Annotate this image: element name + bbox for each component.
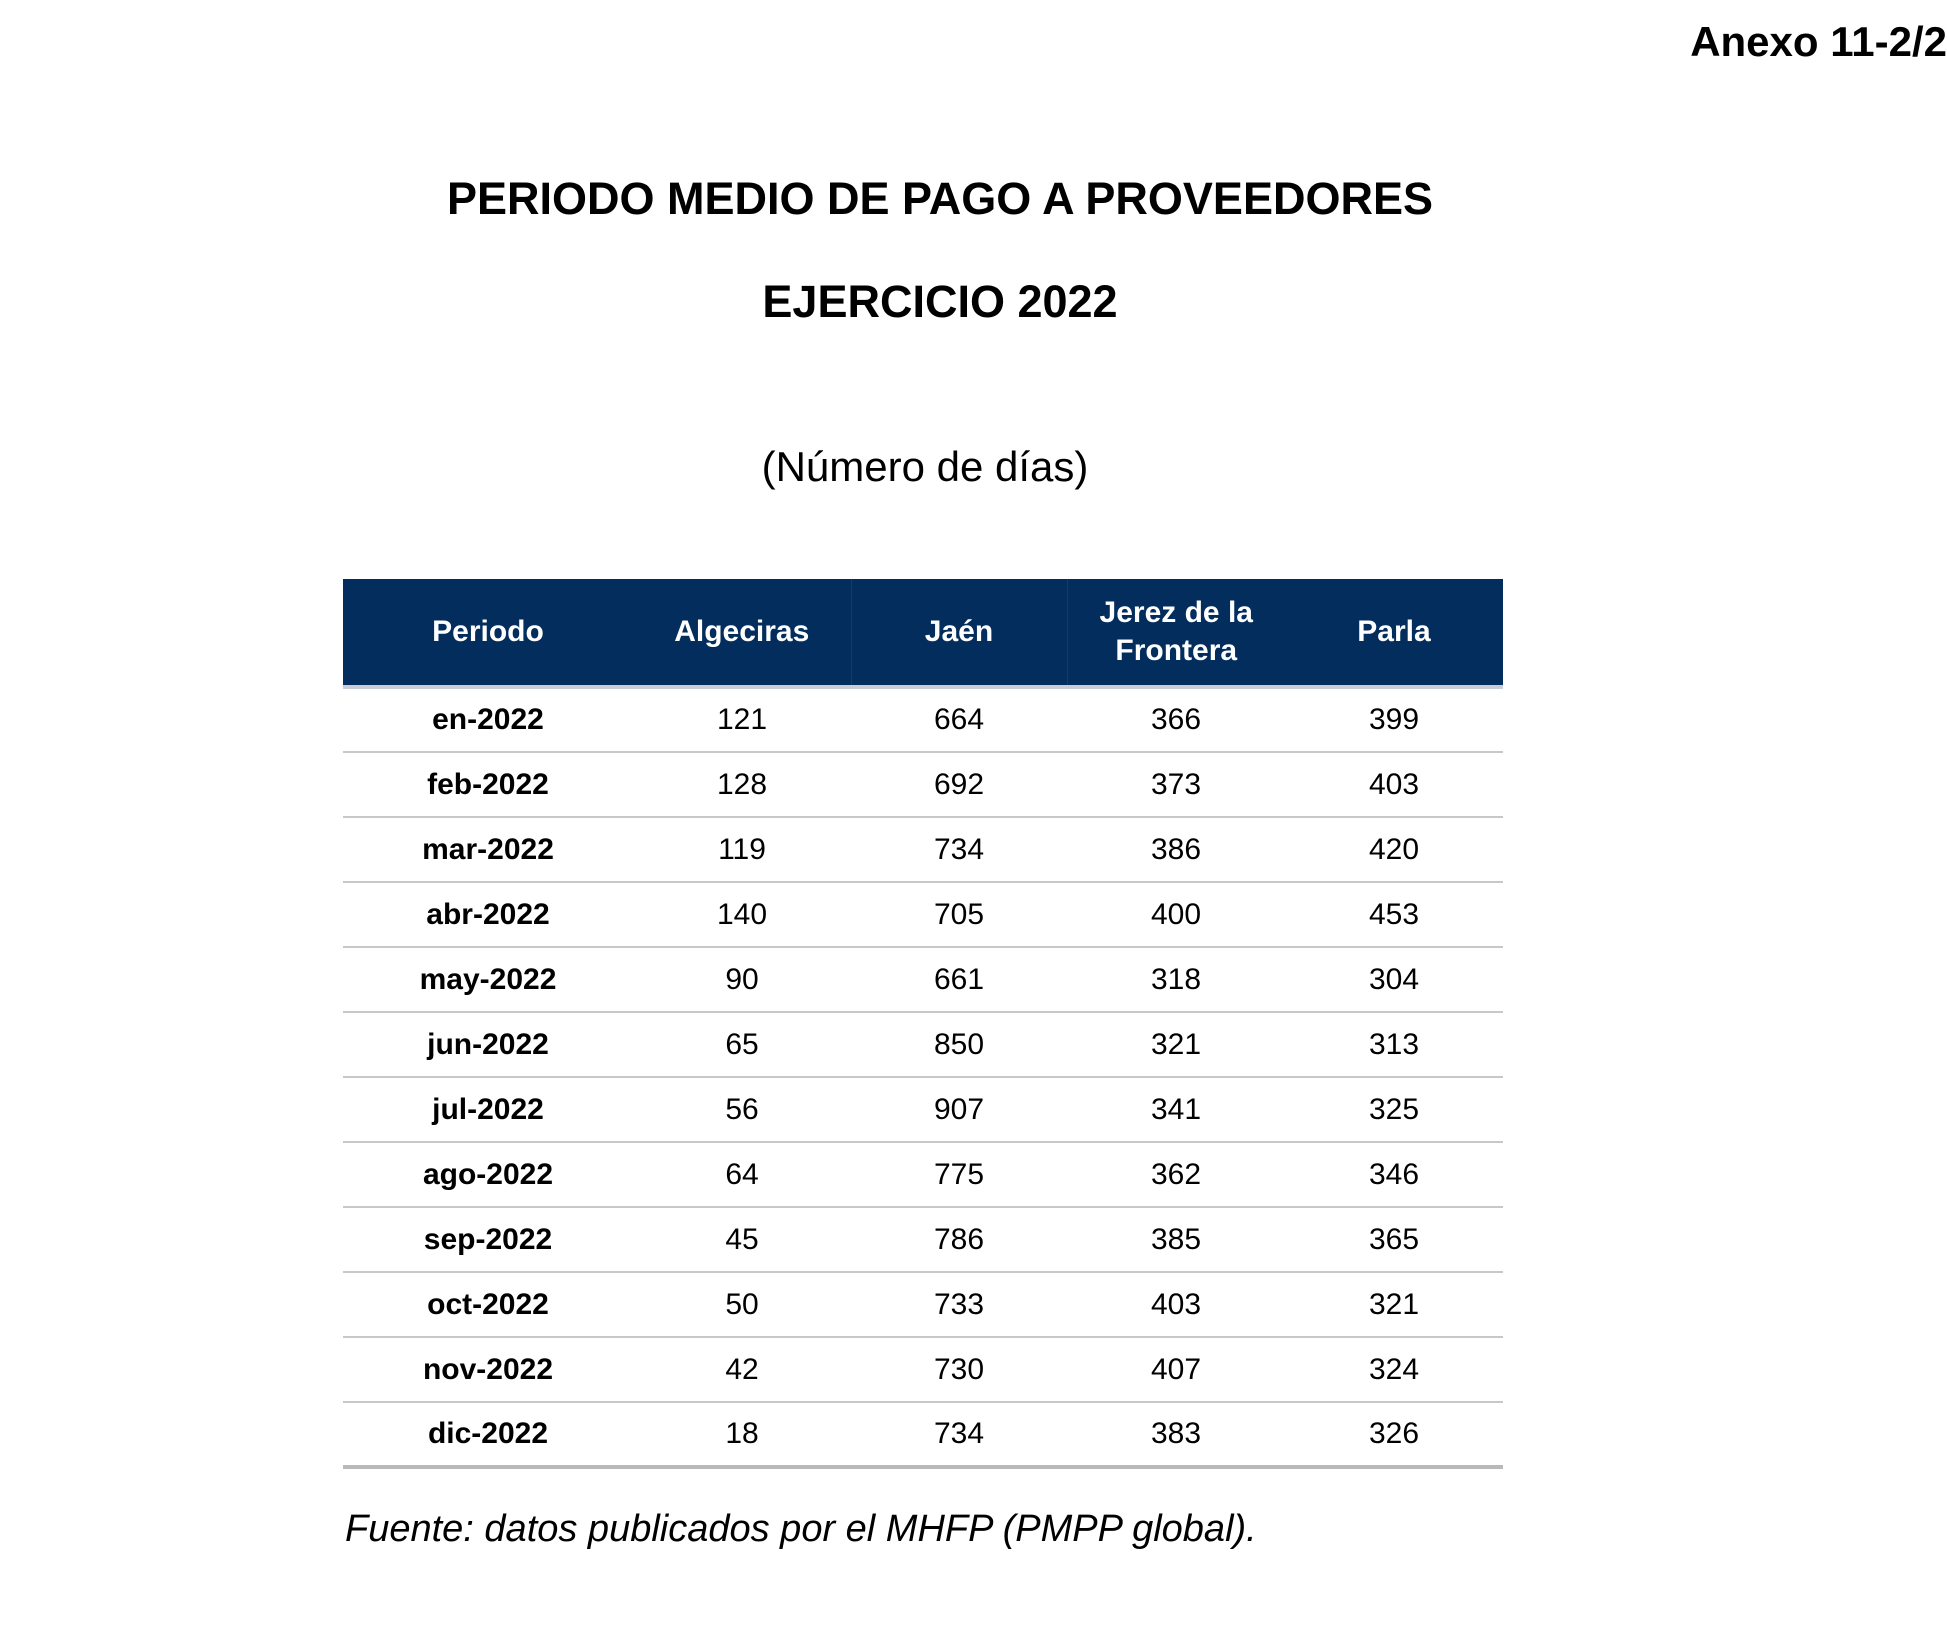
payment-period-table xyxy=(343,579,1503,1469)
cell-jerez: 341 xyxy=(1067,1077,1285,1142)
cell-jaen: 734 xyxy=(851,1402,1067,1467)
cell-algeciras: 65 xyxy=(633,1012,851,1077)
cell-period: jun-2022 xyxy=(343,1012,633,1077)
cell-jaen: 664 xyxy=(851,687,1067,752)
table-row xyxy=(343,817,1503,882)
cell-jaen: 733 xyxy=(851,1272,1067,1337)
cell-algeciras: 119 xyxy=(633,817,851,882)
cell-parla: 453 xyxy=(1285,882,1503,947)
cell-jerez: 362 xyxy=(1067,1142,1285,1207)
cell-period: ago-2022 xyxy=(343,1142,633,1207)
cell-parla: 321 xyxy=(1285,1272,1503,1337)
cell-parla: 403 xyxy=(1285,752,1503,817)
cell-period: sep-2022 xyxy=(343,1207,633,1272)
page-subtitle-year: EJERCICIO 2022 xyxy=(762,276,1118,327)
cell-period: en-2022 xyxy=(343,687,633,752)
cell-algeciras: 18 xyxy=(633,1402,851,1467)
cell-algeciras: 140 xyxy=(633,882,851,947)
page-title: PERIODO MEDIO DE PAGO A PROVEEDORES xyxy=(447,173,1433,224)
cell-period: may-2022 xyxy=(343,947,633,1012)
cell-jaen: 734 xyxy=(851,817,1067,882)
column-header-jerez: Jerez de la Frontera xyxy=(1067,579,1285,687)
cell-jerez: 383 xyxy=(1067,1402,1285,1467)
cell-jerez: 386 xyxy=(1067,817,1285,882)
cell-parla: 325 xyxy=(1285,1077,1503,1142)
cell-algeciras: 90 xyxy=(633,947,851,1012)
table-row xyxy=(343,1012,1503,1077)
table-row xyxy=(343,947,1503,1012)
table-row xyxy=(343,687,1503,752)
column-header-jaen: Jaén xyxy=(851,579,1067,687)
column-header-algeciras: Algeciras xyxy=(633,579,851,687)
cell-parla: 346 xyxy=(1285,1142,1503,1207)
cell-jaen: 775 xyxy=(851,1142,1067,1207)
cell-jaen: 786 xyxy=(851,1207,1067,1272)
cell-period: oct-2022 xyxy=(343,1272,633,1337)
cell-period: mar-2022 xyxy=(343,817,633,882)
cell-jaen: 705 xyxy=(851,882,1067,947)
cell-parla: 420 xyxy=(1285,817,1503,882)
cell-jaen: 850 xyxy=(851,1012,1067,1077)
cell-jaen: 907 xyxy=(851,1077,1067,1142)
cell-algeciras: 56 xyxy=(633,1077,851,1142)
cell-algeciras: 128 xyxy=(633,752,851,817)
cell-parla: 324 xyxy=(1285,1337,1503,1402)
cell-algeciras: 64 xyxy=(633,1142,851,1207)
table-row xyxy=(343,1272,1503,1337)
cell-parla: 313 xyxy=(1285,1012,1503,1077)
cell-jerez: 407 xyxy=(1067,1337,1285,1402)
cell-parla: 304 xyxy=(1285,947,1503,1012)
table-row xyxy=(343,1337,1503,1402)
cell-jaen: 730 xyxy=(851,1337,1067,1402)
cell-jaen: 661 xyxy=(851,947,1067,1012)
column-header-parla: Parla xyxy=(1285,579,1503,687)
cell-period: nov-2022 xyxy=(343,1337,633,1402)
cell-period: abr-2022 xyxy=(343,882,633,947)
table-row xyxy=(343,1077,1503,1142)
cell-algeciras: 121 xyxy=(633,687,851,752)
table-row xyxy=(343,1402,1503,1467)
column-header-periodo: Periodo xyxy=(343,579,633,687)
table-row xyxy=(343,1142,1503,1207)
table-row xyxy=(343,1207,1503,1272)
cell-jerez: 400 xyxy=(1067,882,1285,947)
cell-algeciras: 45 xyxy=(633,1207,851,1272)
cell-period: jul-2022 xyxy=(343,1077,633,1142)
cell-period: dic-2022 xyxy=(343,1402,633,1467)
cell-parla: 326 xyxy=(1285,1402,1503,1467)
cell-jerez: 385 xyxy=(1067,1207,1285,1272)
units-caption: (Número de días) xyxy=(761,443,1089,490)
table-header-row xyxy=(343,579,1503,687)
cell-algeciras: 50 xyxy=(633,1272,851,1337)
cell-jerez: 318 xyxy=(1067,947,1285,1012)
table-row xyxy=(343,752,1503,817)
cell-jerez: 403 xyxy=(1067,1272,1285,1337)
cell-jerez: 321 xyxy=(1067,1012,1285,1077)
cell-jerez: 366 xyxy=(1067,687,1285,752)
cell-jerez: 373 xyxy=(1067,752,1285,817)
table-row xyxy=(343,882,1503,947)
source-note: Fuente: datos publicados por el MHFP (PMPP global). xyxy=(345,1508,1257,1550)
cell-algeciras: 42 xyxy=(633,1337,851,1402)
cell-period: feb-2022 xyxy=(343,752,633,817)
annex-label: Anexo 11-2/2 xyxy=(1690,18,1947,65)
cell-parla: 399 xyxy=(1285,687,1503,752)
cell-jaen: 692 xyxy=(851,752,1067,817)
cell-parla: 365 xyxy=(1285,1207,1503,1272)
